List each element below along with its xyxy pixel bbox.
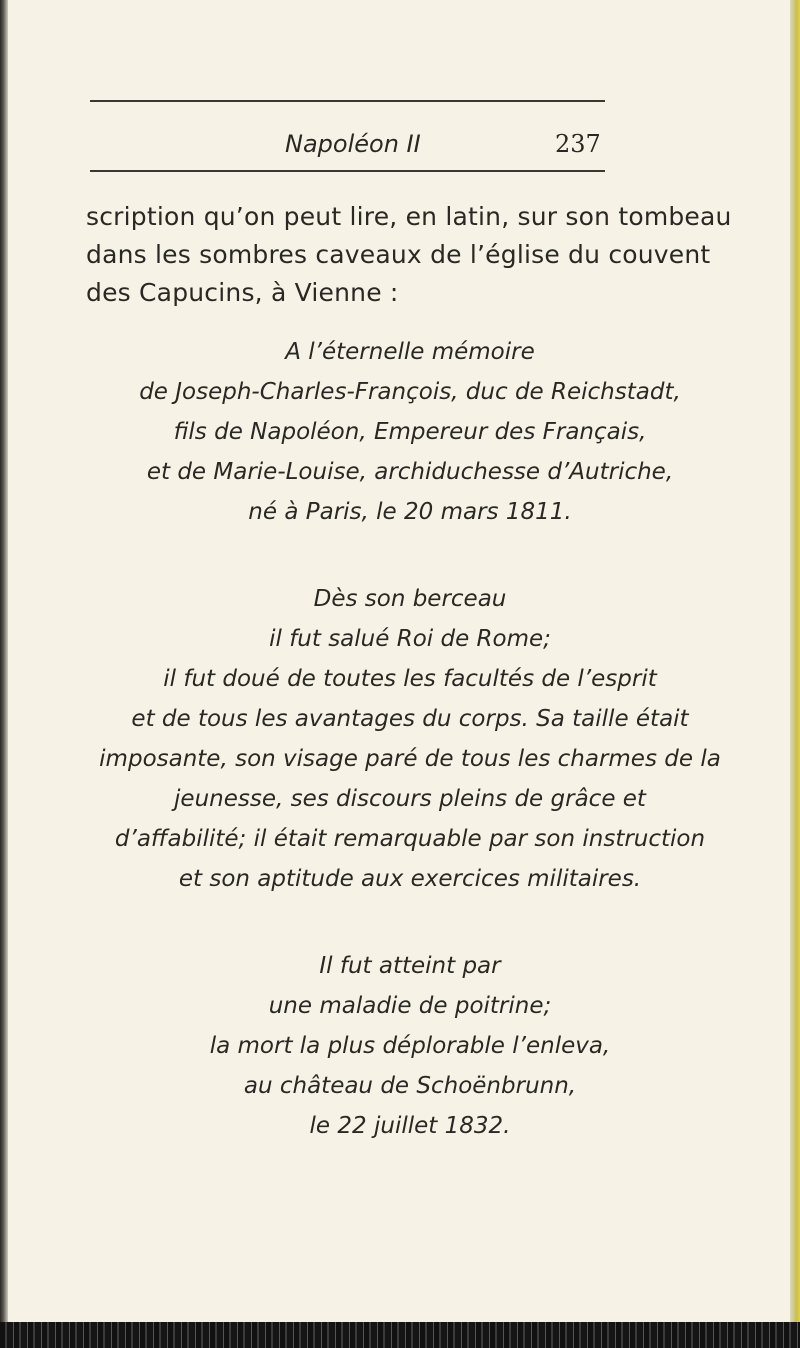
running-title: Napoléon II	[285, 130, 421, 158]
epitaph-line: il fut doué de toutes les facultés de l’esprit	[163, 666, 657, 692]
epitaph-line: au château de Schoënbrunn,	[243, 1073, 577, 1099]
text-line: des Capucins, à Vienne :	[86, 278, 399, 307]
epitaph-line: fils de Napoléon, Empereur des Français,	[173, 419, 647, 445]
epitaph-line: et son aptitude aux exercices militaires.	[178, 866, 642, 892]
epitaph-stanza-1	[60, 332, 760, 532]
header-rule-top	[90, 100, 605, 102]
epitaph-line: et de tous les avantages du corps. Sa taille était	[131, 706, 689, 732]
epitaph-line: la mort la plus déplorable l’enleva,	[209, 1033, 611, 1059]
epitaph-line: jeunesse, ses discours pleins de grâce et	[174, 786, 646, 812]
epitaph-line: né à Paris, le 20 mars 1811.	[248, 499, 572, 525]
epitaph-inscription	[60, 332, 760, 1146]
epitaph-line: A l’éternelle mémoire	[285, 339, 535, 365]
epitaph-line: et de Marie-Louise, archiduchesse d’Autriche,	[146, 459, 674, 485]
page-left-edge	[0, 0, 8, 1348]
epitaph-line: le 22 juillet 1832.	[309, 1113, 511, 1139]
text-line: dans les sombres caveaux de l’église du couvent	[86, 240, 711, 269]
stanza-gap	[60, 899, 760, 946]
epitaph-line: de Joseph-Charles-François, duc de Reichstadt,	[139, 379, 681, 405]
scan-bottom-edge	[0, 1322, 800, 1348]
epitaph-line: il fut salué Roi de Rome;	[269, 626, 551, 652]
epitaph-line: Il fut atteint par	[319, 953, 501, 979]
epitaph-line: une maladie de poitrine;	[268, 993, 552, 1019]
stanza-gap	[60, 532, 760, 579]
text-line: scription qu’on peut lire, en latin, sur son tombeau	[86, 202, 732, 231]
epitaph-stanza-3	[60, 946, 760, 1146]
intro-paragraph	[86, 198, 736, 312]
page-number: 237	[555, 130, 601, 158]
epitaph-line: Dès son berceau	[313, 586, 507, 612]
epitaph-line: imposante, son visage paré de tous les charmes de la	[99, 746, 721, 772]
epitaph-line: d’affabilité; il était remarquable par son instruction	[114, 826, 706, 852]
header-rule-bottom	[90, 170, 605, 172]
page-right-edge	[790, 0, 800, 1348]
epitaph-stanza-2	[60, 579, 760, 899]
